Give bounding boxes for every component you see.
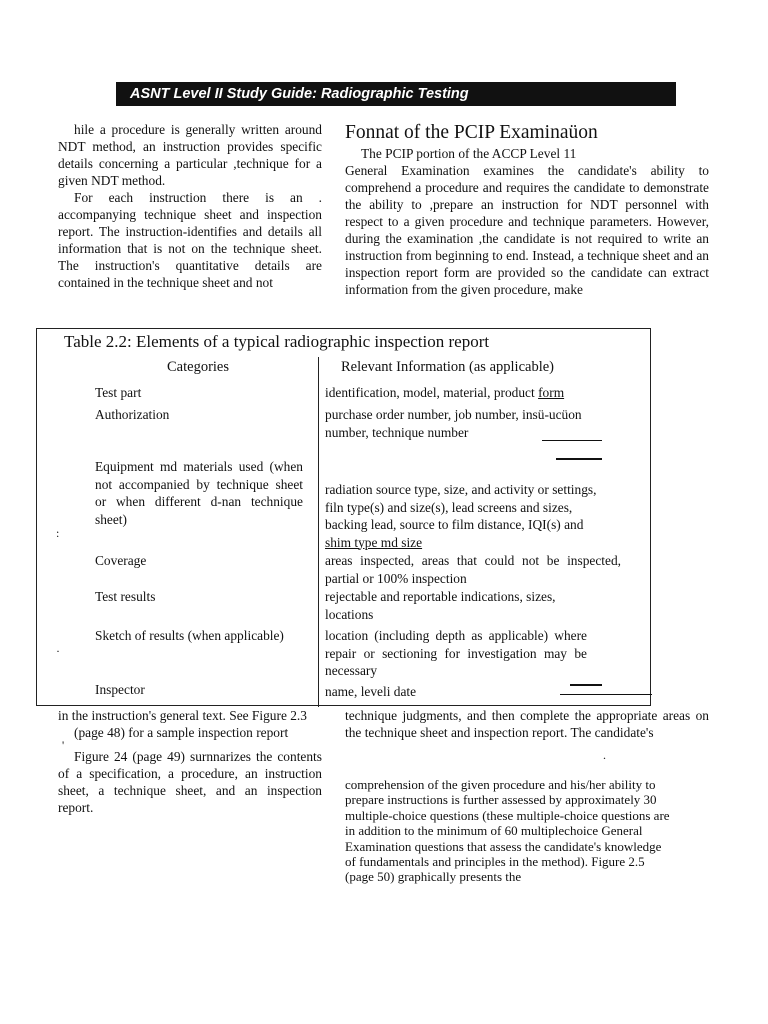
- blank-line: [556, 458, 602, 460]
- table-row-category: Coverage: [95, 553, 147, 568]
- table-header-relevant: Relevant Information (as applicable): [341, 359, 554, 375]
- table-row-info: rejectable and reportable indications, sizes, locations: [325, 589, 556, 622]
- header-title: ASNT Level II Study Guide: Radiographic Testing: [130, 86, 469, 102]
- left-column-bottom: [58, 707, 322, 816]
- left-paragraph-1: hile a procedure is generally written around NDT method, an instruction provides specific details concerning a particular ,technique for a given NDT method.: [58, 122, 322, 188]
- left-paragraph-4: (page 48) for a sample inspection report: [74, 725, 289, 740]
- table-row-category: Authorization: [95, 407, 170, 422]
- table-row-info: identification, model, material, product form: [325, 385, 565, 400]
- table-row-category: Inspector: [95, 682, 145, 697]
- table-row-info: purchase order number, job number, insü-ucüon number, technique number: [325, 407, 582, 440]
- table-row-info: areas inspected, areas that could not be inspected, partial or 100% inspection: [325, 553, 621, 586]
- table-row-category: Sketch of results (when applicable): [95, 628, 284, 643]
- left-paragraph-3: in the instruction's general text. See Figure 2.3: [58, 708, 307, 723]
- stray-mark: :: [56, 526, 60, 540]
- table-row-info: location (including depth as applicable) where repair or sectioning for investigation may be necessary: [325, 628, 587, 678]
- right-paragraph-3: technique judgments, and then complete the appropriate areas on the technique sheet and inspection report. The candidate's: [345, 708, 709, 740]
- stray-mark: ·: [56, 644, 60, 658]
- right-column-top: [345, 121, 709, 316]
- table-header-categories: Categories: [167, 359, 230, 375]
- stray-mark: ': [62, 738, 65, 752]
- table-row-category: Test part: [95, 385, 142, 400]
- blank-line: [560, 694, 652, 695]
- left-paragraph-5: Figure 24 (page 49) surnnarizes the contents of a specification, a procedure, an instruction sheet, a technique sheet, and an inspection report.: [58, 749, 322, 815]
- section-heading: Fonnat of the PCIP Examinaüon: [345, 122, 598, 143]
- table-row-category: Equipment md materials used (when not accompanied by technique sheet or when different d-nan technique sheet): [95, 459, 303, 527]
- table-column-divider: [318, 357, 319, 707]
- right-column-bottom: [345, 707, 709, 741]
- blank-line: [542, 440, 602, 441]
- left-paragraph-2: For each instruction there is an . accompanying technique sheet and inspection report. The instruction-identifies and details all information that is not on the technique sheet. The instruction's quantitative details are contained in the technique sheet and not: [58, 190, 322, 290]
- blank-line: [570, 684, 602, 686]
- table-row-category: Test results: [95, 589, 156, 604]
- header-bar: [116, 82, 676, 106]
- stray-mark: .: [603, 748, 606, 762]
- right-paragraph-1: The PCIP portion of the ACCP Level 11: [361, 146, 577, 161]
- right-paragraph-4: comprehension of the given procedure and his/her ability to prepare instructions is further assessed by approximately 30 multiple-choice questions (these multiple-choice questions are in addition to the minimum of 60 multiplechoice General Examination questions that assess the candidate's knowledge of fundamentals and principles in the method). Figure 2.5 (page 50) graphically presents the: [345, 777, 670, 885]
- table-row-info: name, leveli date: [325, 684, 417, 699]
- right-paragraph-2: General Examination examines the candidate's ability to comprehend a procedure and requires the candidate to demonstrate the ability to ,prepare an instruction for NDT personnel with respect to a given procedure and technique parameters. However, during the examination ,the candidate is not required to write an instruction from beginning to end. Instead, a technique sheet and an inspection report form are provided so the candidate can extract information from the given procedure, make: [345, 163, 709, 297]
- left-column-top: [58, 121, 322, 327]
- table-row-info: radiation source type, size, and activity or settings, filn type(s) and size(s), lead screens and sizes, backing lead, source to film distance, IQI(s) and shim type md size: [325, 482, 597, 550]
- right-column-bottom-2: [345, 777, 675, 885]
- table-title: Table 2.2: Elements of a typical radiographic inspection report: [64, 332, 490, 351]
